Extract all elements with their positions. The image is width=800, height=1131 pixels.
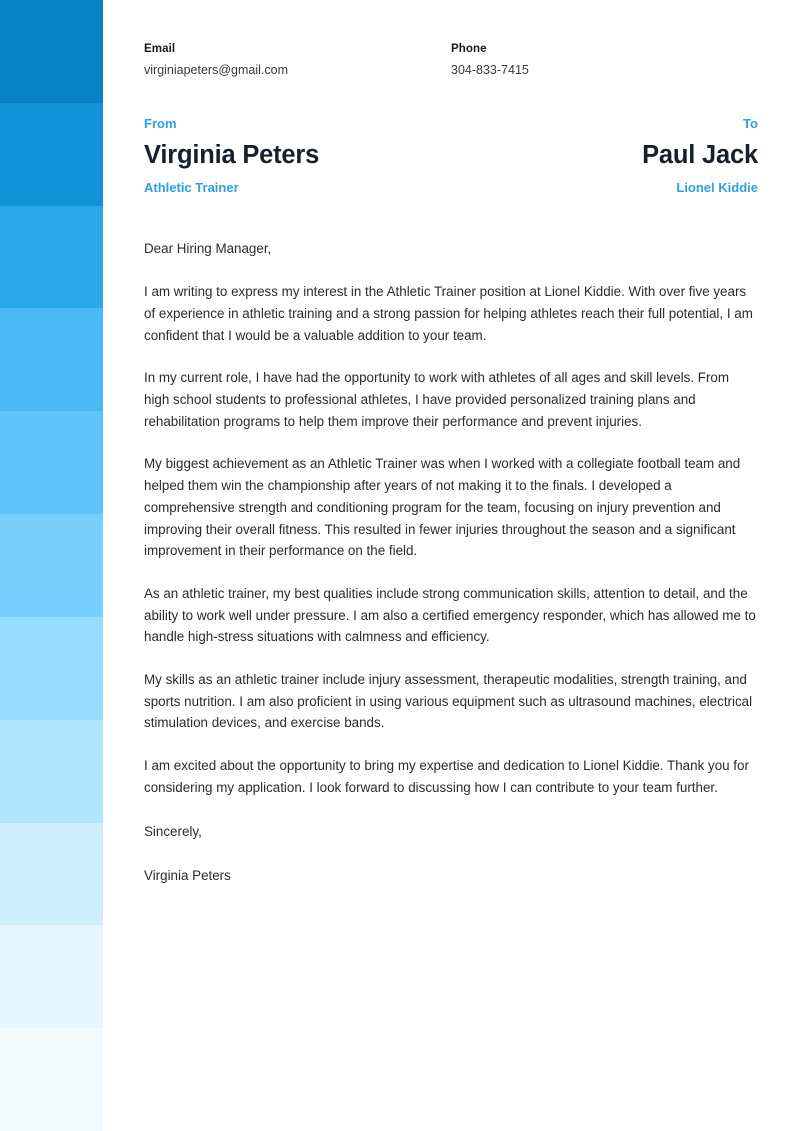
recipient-name: Paul Jack — [642, 140, 758, 169]
sidebar-band — [0, 617, 103, 720]
sender-title: Athletic Trainer — [144, 179, 239, 195]
sidebar-band — [0, 1028, 103, 1131]
phone-value: 304-833-7415 — [451, 62, 529, 77]
letter-paragraph: In my current role, I have had the opportunity to work with athletes of all ages and skill levels. From high school students to professional athletes, I have provided personalized training plans and rehabilitation programs to help them improve their performance and prevent injuries. — [144, 370, 730, 429]
signature-name: Virginia Peters — [144, 868, 231, 884]
phone-block — [451, 41, 758, 80]
contact-header — [144, 0, 758, 80]
closing-line: Sincerely, — [144, 823, 202, 839]
letter-paragraph: My biggest achievement as an Athletic Trainer was when I worked with a collegiate football team and helped them win the championship after years of not making it to the finals. I developed a comprehensive strength and conditioning program for the team, focusing on injury prevention and improving their overall fitness. This resulted in fewer injuries throughout the season and a significant improvement in their performance on the field. — [144, 456, 741, 559]
from-label: From — [144, 116, 177, 132]
sidebar-band — [0, 308, 103, 411]
phone-label: Phone — [451, 43, 487, 55]
letter-body — [144, 238, 758, 886]
email-label: Email — [144, 43, 176, 55]
recipient-block — [451, 116, 758, 196]
recipient-company: Lionel Kiddie — [676, 179, 758, 195]
decorative-sidebar — [0, 0, 103, 1131]
salutation: Dear Hiring Manager, — [144, 241, 272, 257]
letter-content — [103, 0, 800, 1131]
letter-paragraph: I am writing to express my interest in the Athletic Trainer position at Lionel Kiddie. With over five years of experience in athletic training and a strong passion for helping athletes reach their full potential, I am confident that I would be a valuable addition to your team. — [144, 284, 753, 343]
sender-block — [144, 116, 451, 196]
from-to-header — [144, 116, 758, 196]
sidebar-band — [0, 514, 103, 617]
email-value: virginiapeters@gmail.com — [144, 62, 288, 77]
sidebar-band — [0, 720, 103, 823]
sidebar-band — [0, 925, 103, 1028]
email-block — [144, 41, 451, 80]
sidebar-band — [0, 206, 103, 309]
letter-paragraph: My skills as an athletic trainer include injury assessment, therapeutic modalities, strength training, and sports nutrition. I am also proficient in using various equipment such as ultrasound machines, electrical stimulation devices, and exercise bands. — [144, 672, 753, 731]
sender-name: Virginia Peters — [144, 140, 320, 169]
letter-paragraph: As an athletic trainer, my best qualities include strong communication skills, attention to detail, and the ability to work well under pressure. I am also a certified emergency responder, which has allowed me to handle high-stress situations with calmness and efficiency. — [144, 585, 756, 645]
letter-paragraph: I am excited about the opportunity to bring my expertise and dedication to Lionel Kiddie. Thank you for considering my application. I look forward to discussing how I can contribute to your team further. — [144, 758, 749, 795]
sidebar-band — [0, 103, 103, 206]
sidebar-band — [0, 411, 103, 514]
sidebar-band — [0, 823, 103, 926]
sidebar-band — [0, 0, 103, 103]
to-label: To — [743, 116, 758, 132]
